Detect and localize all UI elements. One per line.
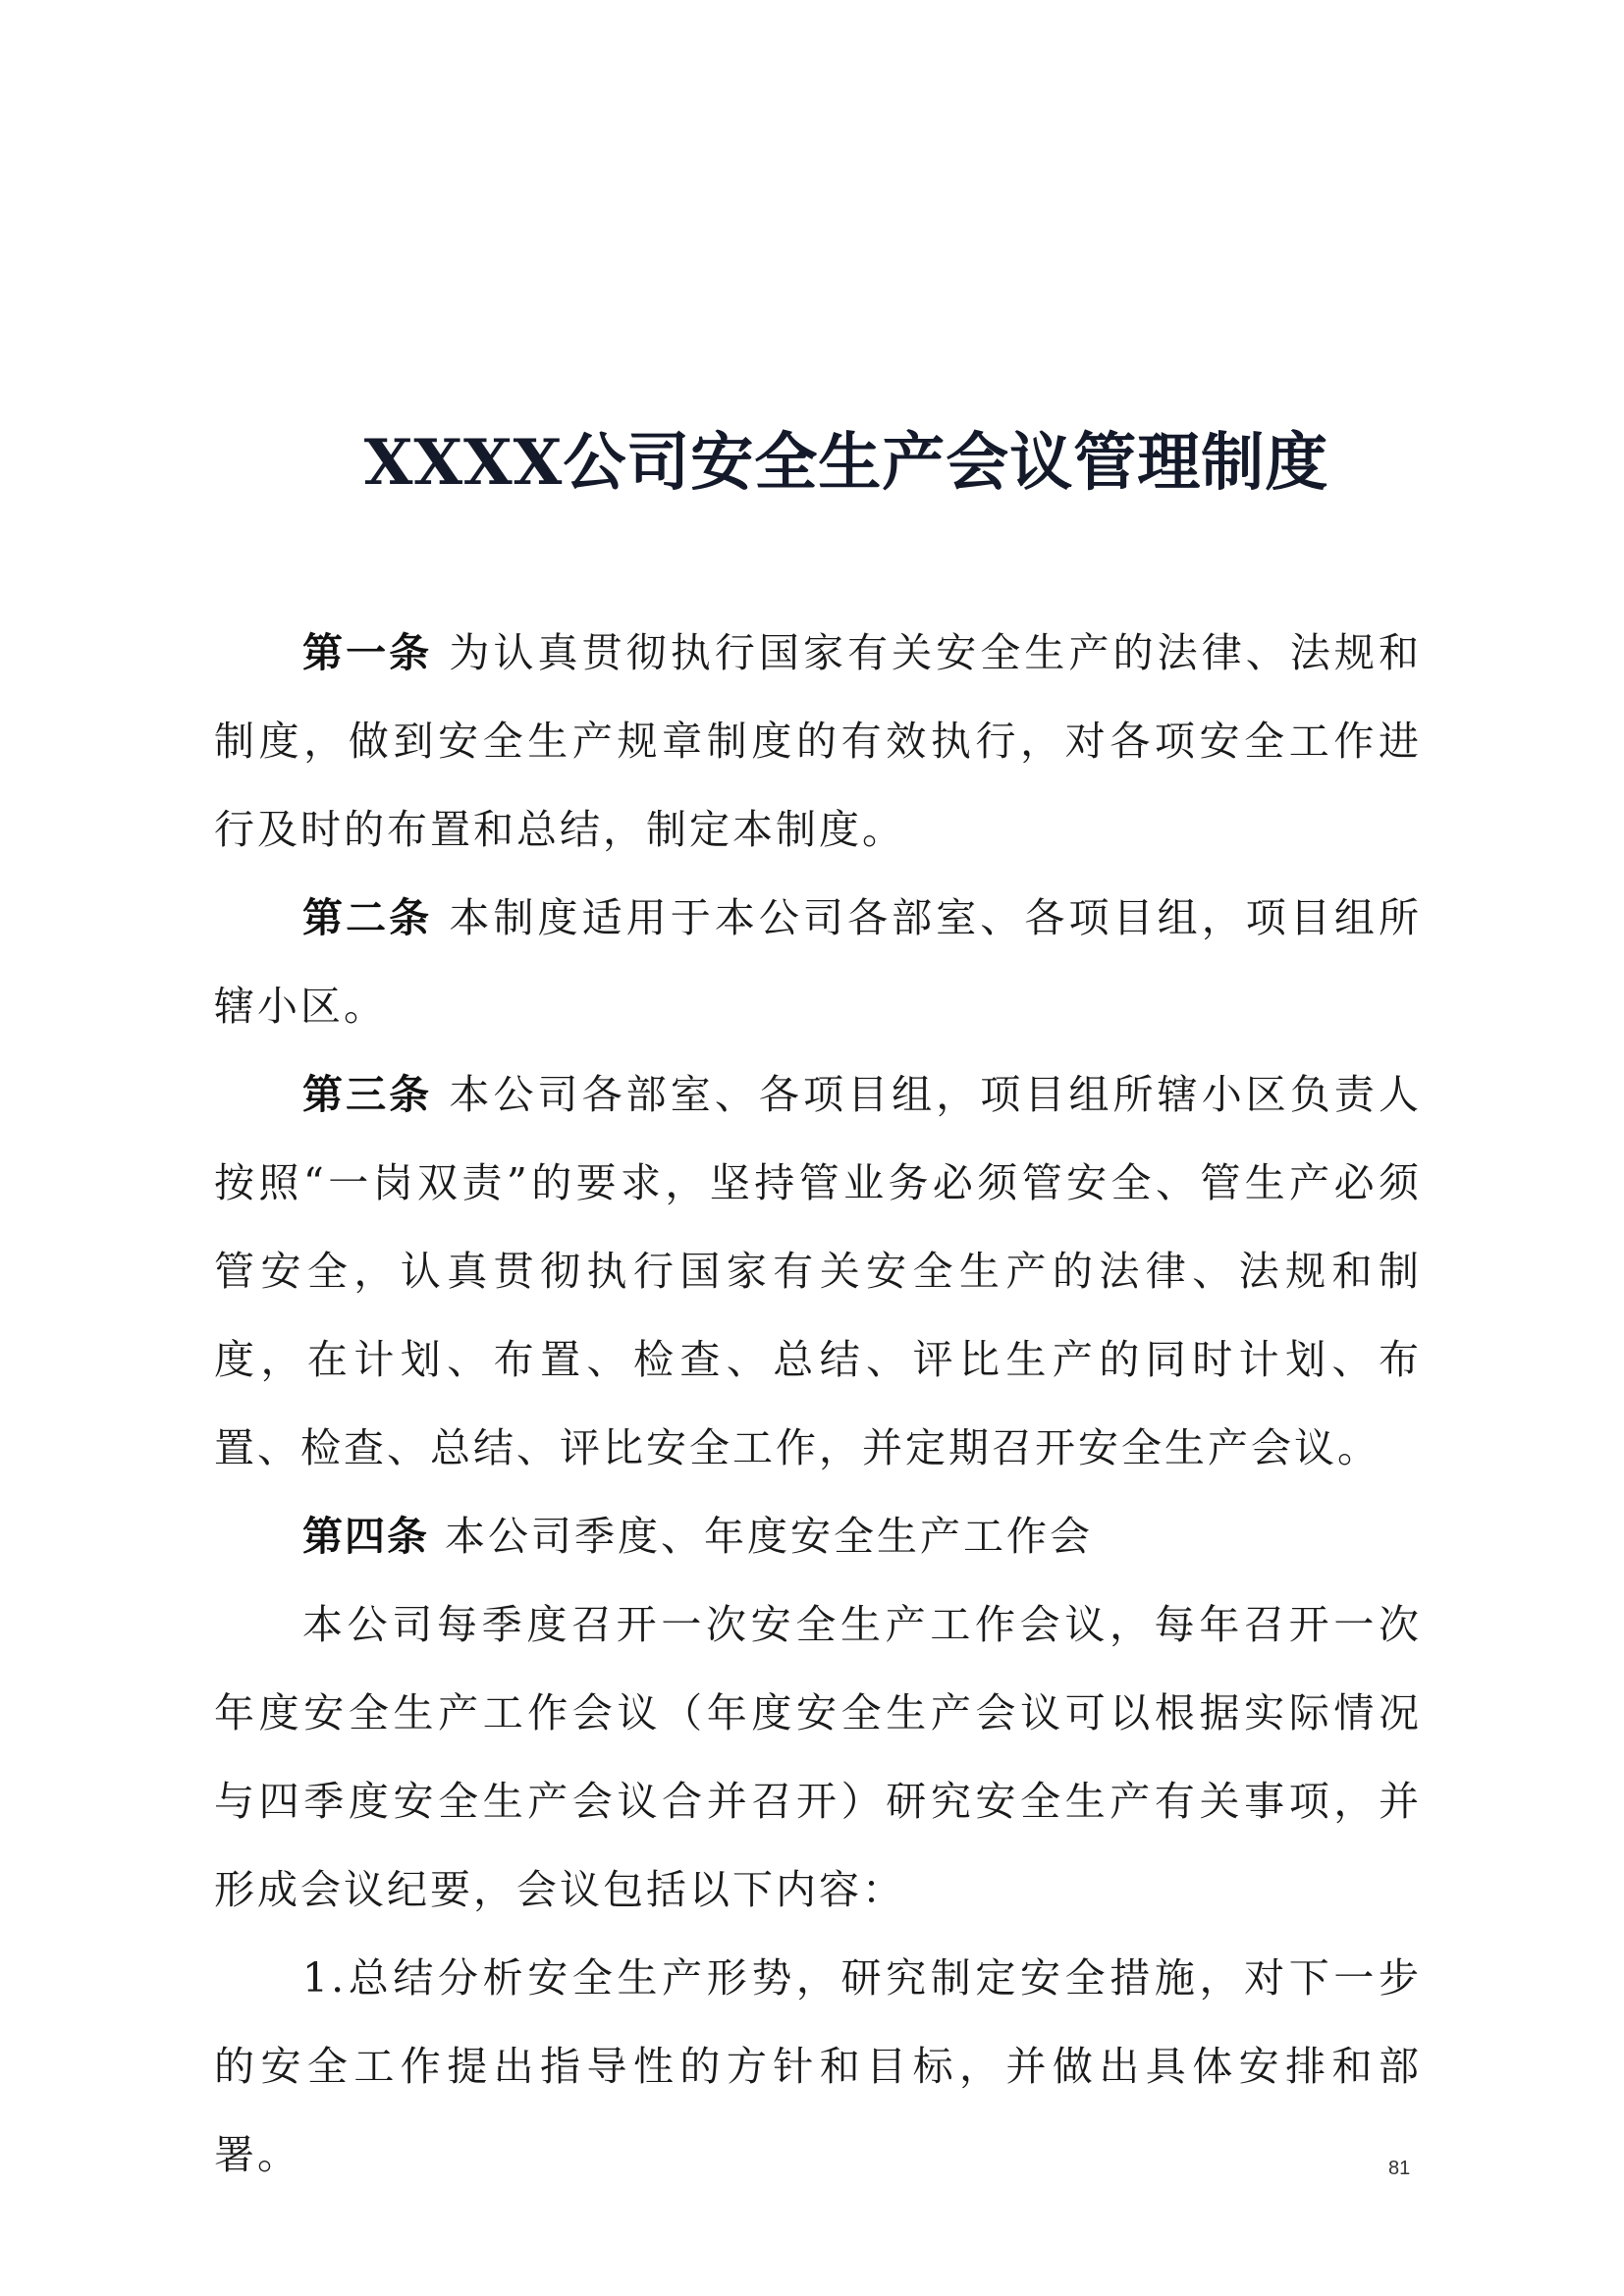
article-4 bbox=[214, 1492, 1422, 1580]
article-heading: 第三条 bbox=[302, 1071, 433, 1118]
article-2 bbox=[214, 874, 1422, 1050]
page-number: 81 bbox=[1388, 2158, 1411, 2179]
list-item bbox=[214, 1934, 1422, 2199]
list-item-text: 1.总结分析安全生产形势，研究制定安全措施，对下一步的安全工作提出指导性的方针和目标，并做出具体安排和部署。 bbox=[214, 1954, 1422, 2178]
article-text: 本公司季度、年度安全生产工作会 bbox=[429, 1513, 1094, 1560]
article-heading: 第四条 bbox=[302, 1513, 429, 1560]
document-title: XXXX公司安全生产会议管理制度 bbox=[363, 426, 1329, 500]
article-heading: 第二条 bbox=[302, 894, 433, 941]
article-text: 本制度适用于本公司各部室、各项目组，项目组所辖小区。 bbox=[214, 894, 1423, 1030]
article-text: 为认真贯彻执行国家有关安全生产的法律、法规和制度，做到安全生产规章制度的有效执行，对各项安全工作进行及时的布置和总结，制定本制度。 bbox=[214, 629, 1423, 853]
paragraph-text: 本公司每季度召开一次安全生产工作会议，每年召开一次年度安全生产工作会议（年度安全生产会议可以根据实际情况与四季度安全生产会议合并召开）研究安全生产有关事项，并形成会议纪要，会议包括以下内容： bbox=[214, 1601, 1422, 1913]
article-1 bbox=[214, 609, 1422, 874]
paragraph bbox=[214, 1580, 1422, 1934]
article-3 bbox=[214, 1050, 1422, 1492]
article-text: 本公司各部室、各项目组，项目组所辖小区负责人按照“一岗双责”的要求，坚持管业务必须管安全、管生产必须管安全，认真贯彻执行国家有关安全生产的法律、法规和制度，在计划、布置、检查、总结、评比生产的同时计划、布置、检查、总结、评比安全工作，并定期召开安全生产会议。 bbox=[214, 1071, 1423, 1471]
document-body bbox=[214, 609, 1422, 2199]
article-heading: 第一条 bbox=[302, 629, 433, 676]
